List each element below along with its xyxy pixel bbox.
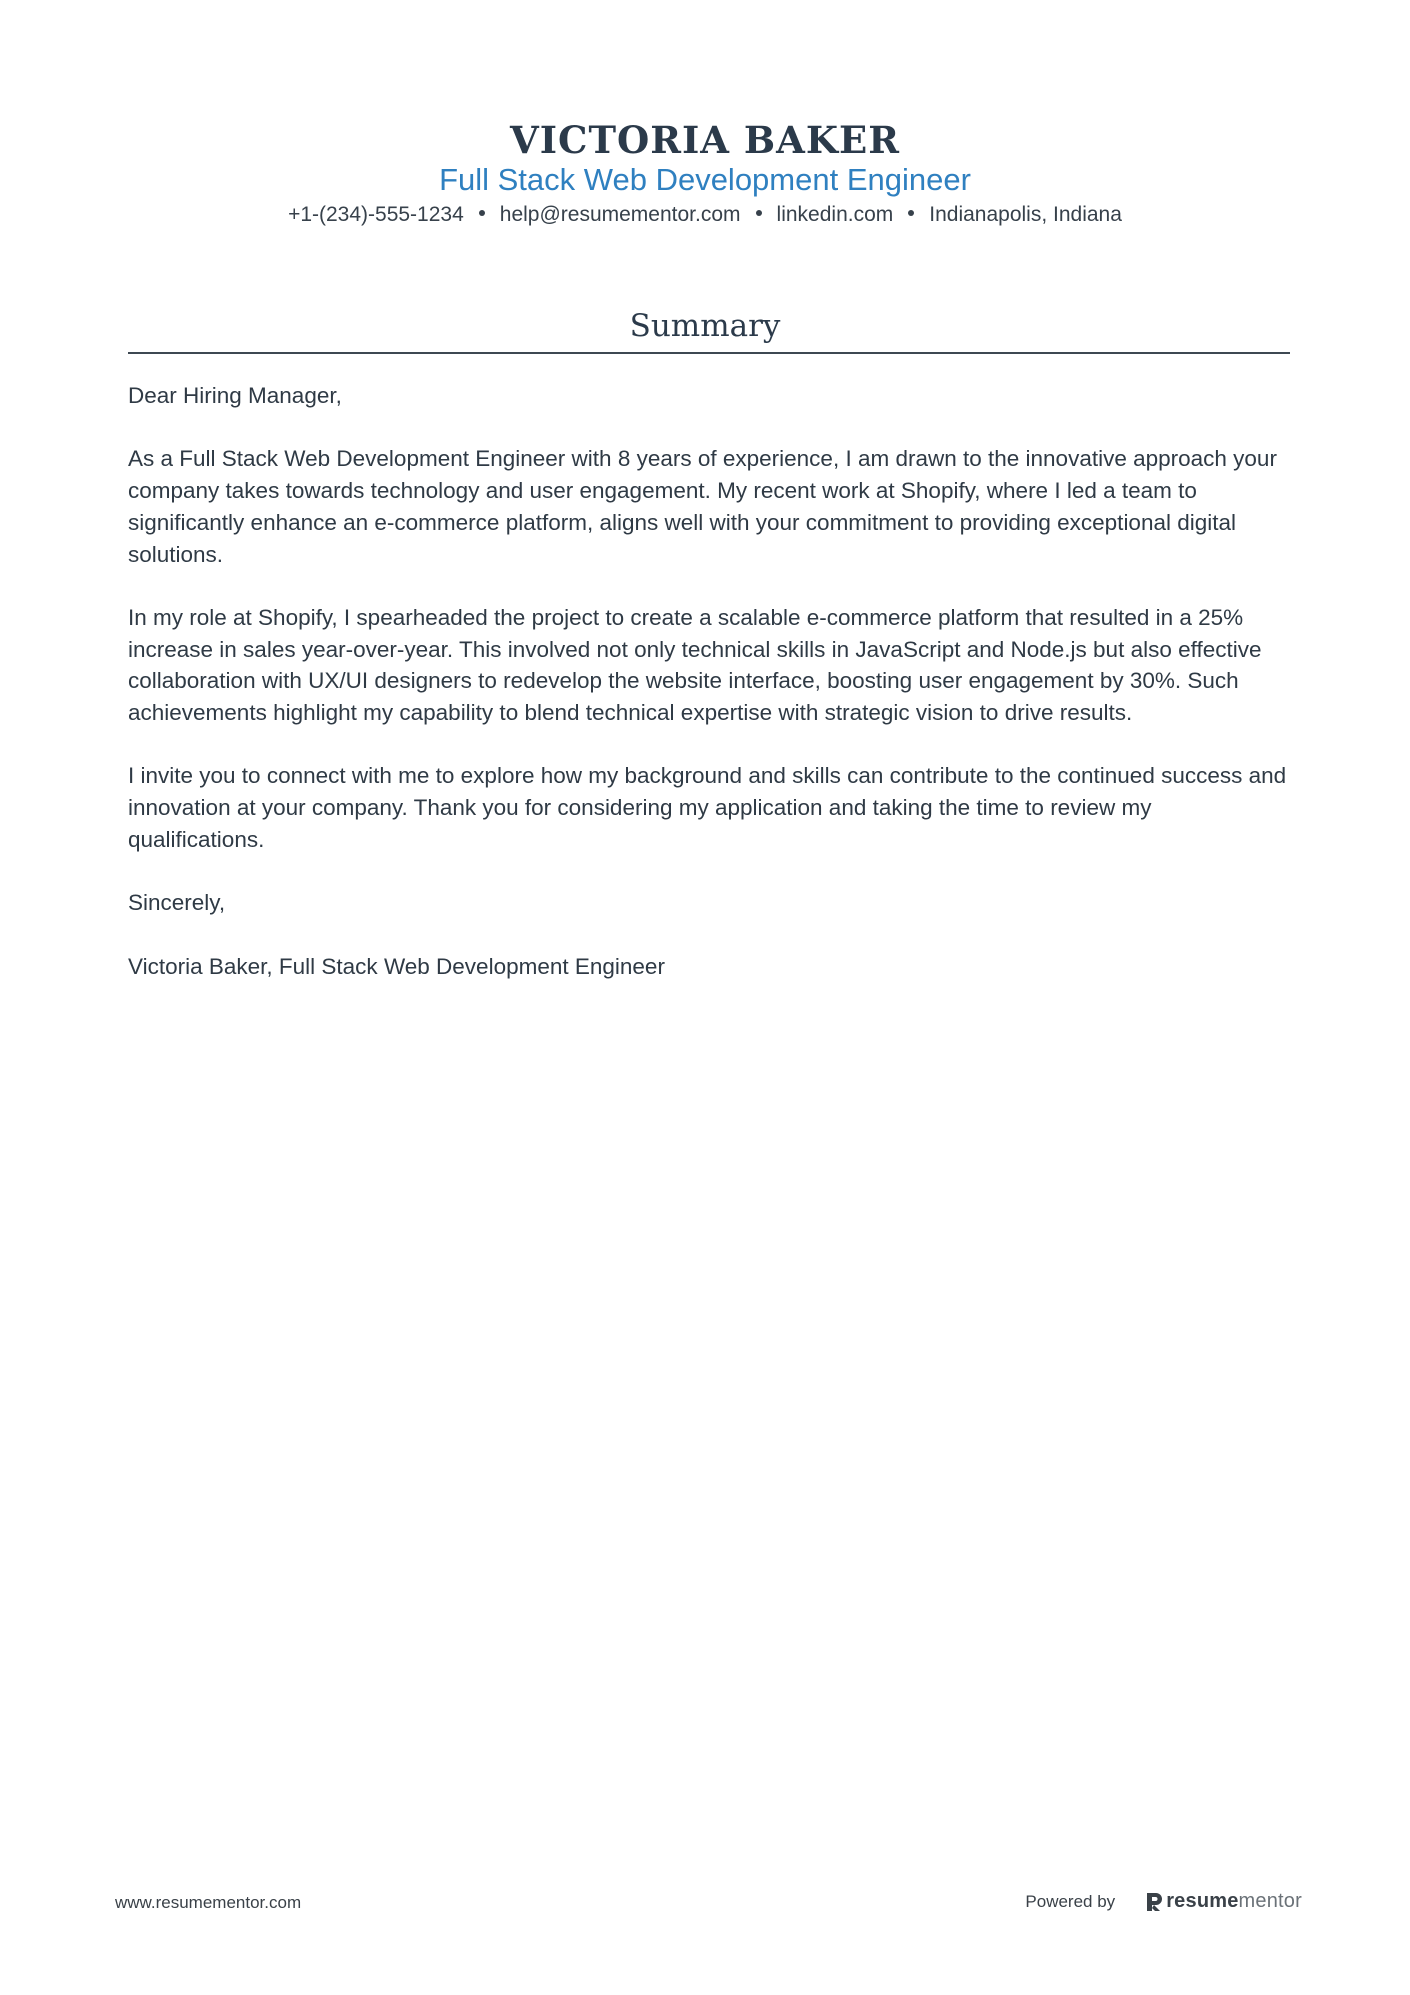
letter-signature: Victoria Baker, Full Stack Web Development Engineer: [128, 953, 665, 979]
bullet-separator: [479, 210, 485, 216]
section-divider: [128, 352, 1290, 354]
section-title: Summary: [629, 308, 781, 344]
resumementor-logo-icon: [1145, 1891, 1163, 1913]
contact-phone: +1-(234)-555-1234: [288, 203, 464, 226]
letter-paragraph: As a Full Stack Web Development Engineer with 8 years of experience, I am drawn to the innovative approach your company takes towards technology and user engagement. My recent work at Shopify, where I led a team to significantly enhance an e-commerce platform, aligns well with your commitment to providing exceptional digital solutions.: [128, 446, 1277, 567]
contact-line: [0, 200, 1410, 230]
footer-website[interactable]: www.resumementor.com: [115, 1893, 302, 1912]
contact-email: help@resumementor.com: [499, 203, 741, 226]
brand-name-part1: resume: [1166, 1890, 1239, 1912]
bullet-separator: [908, 210, 914, 216]
letter-body: [128, 380, 1293, 1014]
contact-linkedin: linkedin.com: [776, 203, 894, 226]
powered-by-label: Powered by: [1025, 1891, 1116, 1911]
brand-logo[interactable]: [1145, 1890, 1302, 1913]
brand-name-part2: mentor: [1238, 1890, 1302, 1912]
footer-branding: [1025, 1890, 1302, 1913]
bullet-separator: [756, 210, 762, 216]
letter-greeting: Dear Hiring Manager,: [128, 383, 342, 408]
letter-paragraph: In my role at Shopify, I spearheaded the project to create a scalable e-commerce platform that resulted in a 25% increase in sales year-over-year. This involved not only technical skills in JavaScript and Node.js but also effective collaboration with UX/UI designers to redevelop the website interface, boosting user engagement by 30%. Such achievements highlight my capability to blend technical expertise with strategic vision to drive results.: [128, 604, 1262, 725]
applicant-name: VICTORIA BAKER: [510, 118, 900, 162]
letter-header: [0, 118, 1410, 230]
contact-location: Indianapolis, Indiana: [929, 203, 1122, 226]
letter-closing: Sincerely,: [128, 890, 226, 916]
applicant-role: Full Stack Web Development Engineer: [439, 162, 971, 197]
letter-paragraph: I invite you to connect with me to explore how my background and skills can contribute to the continued success and innovation at your company. Thank you for considering my application and taking the time to review my qualifications.: [128, 763, 1287, 852]
